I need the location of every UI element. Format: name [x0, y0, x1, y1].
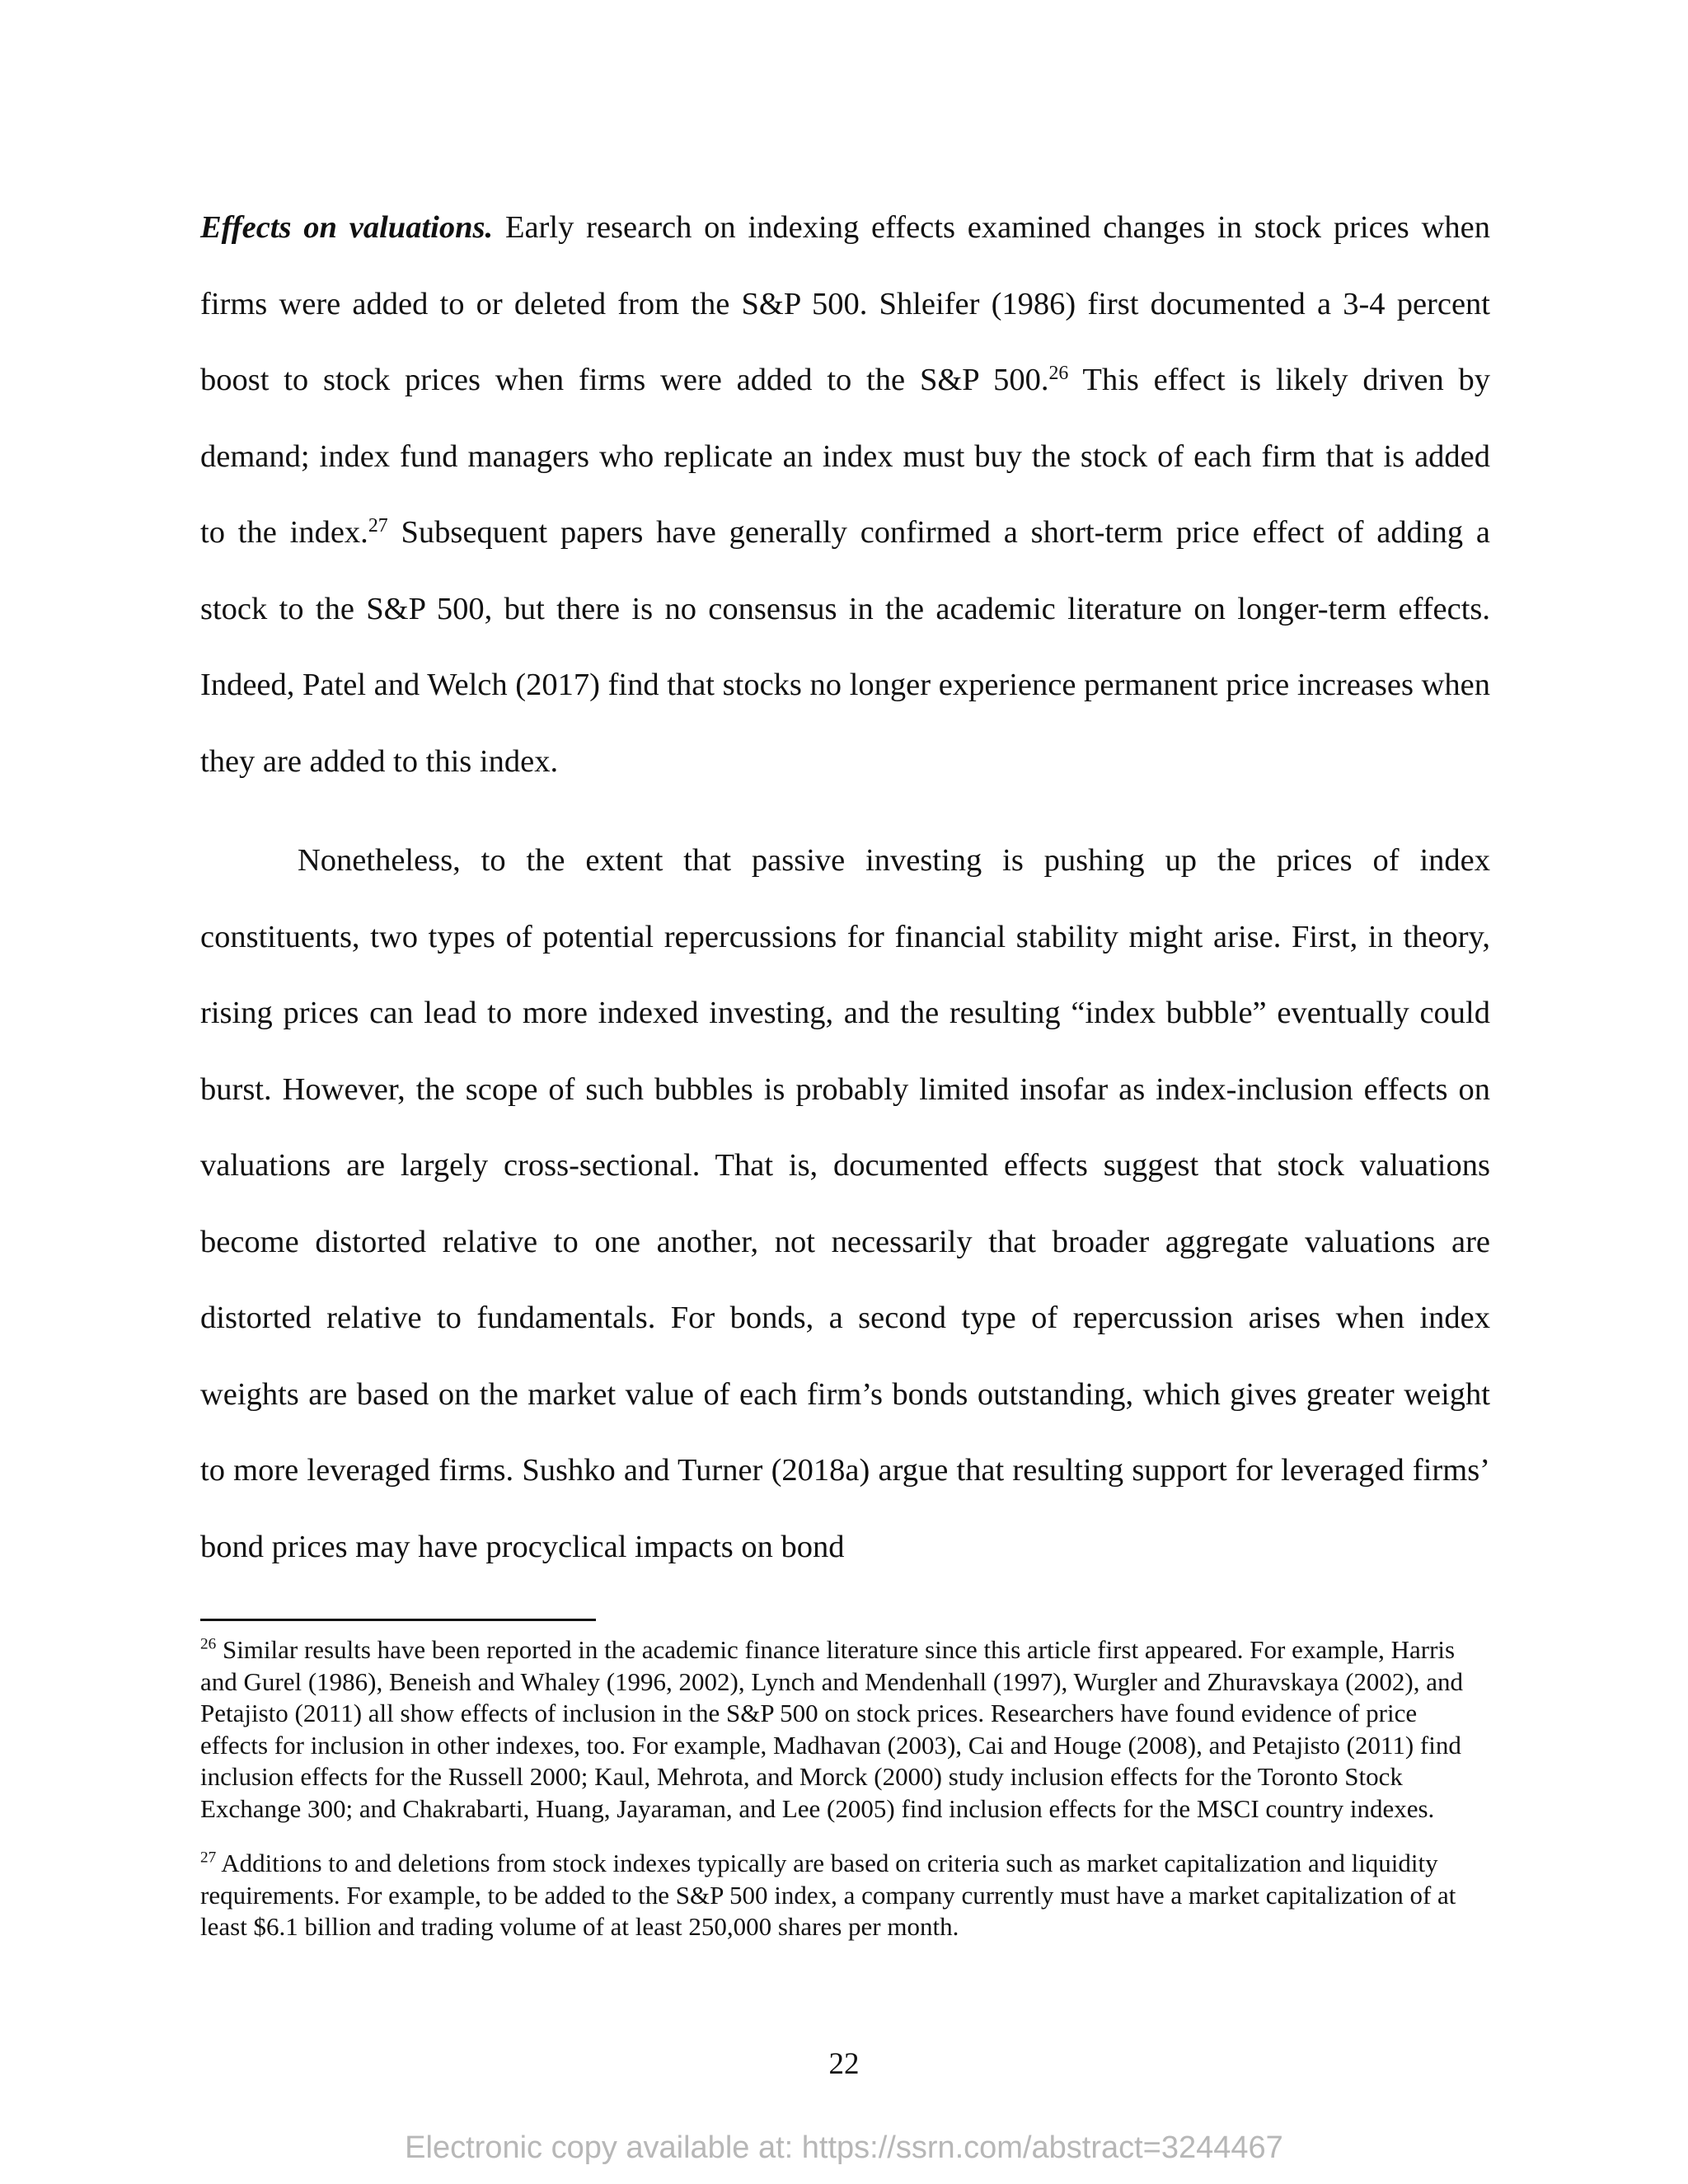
- paragraph-text: Early research on indexing effects examined changes in stock prices when firms were added to or deleted from the S&P 500. Shleifer (1986) first documented a 3-4 percent boost to stock prices when firms were added to the S&P 500.: [200, 210, 1490, 397]
- footnote-26: [200, 1634, 1490, 1825]
- footnote-number: 27: [200, 1849, 217, 1867]
- footnote-separator: [200, 1619, 596, 1621]
- page-number: 22: [828, 2047, 860, 2081]
- paragraph-nonetheless: [200, 823, 1490, 1585]
- footnote-text: Additions to and deletions from stock indexes typically are based on criteria such as market capitalization and liquidity requirements. For example, to be added to the S&P 500 index, a company currently must have a market capitalization of at least $6.1 billion and trading volume of at least 250,000 shares per month.: [200, 1849, 1456, 1941]
- paragraph-text: This effect is likely driven by demand; index fund managers who replicate an index must buy the stock of each firm that is added to the index.: [200, 363, 1491, 550]
- section-run-in-heading: Effects on valuations.: [200, 210, 494, 245]
- footnote-number: 26: [200, 1635, 217, 1653]
- footnote-text: Similar results have been reported in the academic finance literature since this article first appeared. For example, Harris and Gurel (1986), Beneish and Whaley (1996, 2002), Lynch and Mendenhall (1997), Wurgler and Zhuravskaya (2002), and Petajisto (2011) all show effects of inclusion in the S&P 500 on stock prices. Researchers have found evidence of price effects for inclusion in other indexes, too. For example, Madhavan (2003), Cai and Houge (2008), and Petajisto (2011) find inclusion effects for the Russell 2000; Kaul, Mehrota, and Morck (2000) study inclusion effects for the Toronto Stock Exchange 300; and Chakrabarti, Huang, Jayaraman, and Lee (2005) find inclusion effects for the MSCI country indexes.: [200, 1635, 1463, 1823]
- ssrn-electronic-copy-footer[interactable]: Electronic copy available at: https://ssrn.com/abstract=3244467: [405, 2130, 1283, 2165]
- paragraph-text: Subsequent papers have generally confirmed a short-term price effect of adding a stock to the S&P 500, but there is no consensus in the academic literature on longer-term effects. Indeed, Patel and Welch (2017) find that stocks no longer experience permanent price increases when they are added to this index.: [200, 515, 1490, 779]
- paragraph-text: Nonetheless, to the extent that passive investing is pushing up the prices of index constituents, two types of potential repercussions for financial stability might arise. First, in theory, rising prices can lead to more indexed investing, and the resulting “index bubble” eventually could burst. However, the scope of such bubbles is probably limited insofar as index-inclusion effects on valuations are largely cross-sectional. That is, documented effects suggest that stock valuations become distorted relative to one another, not necessarily that broader aggregate valuations are distorted relative to fundamentals. For bonds, a second type of repercussion arises when index weights are based on the market value of each firm’s bonds outstanding, which gives greater weight to more leveraged firms. Sushko and Turner (2018a) argue that resulting support for leveraged firms’ bond prices may have procyclical impacts on bond: [200, 843, 1490, 1564]
- body-text: [200, 190, 1490, 1585]
- paragraph-effects-on-valuations: [200, 190, 1490, 799]
- footnote-ref-27[interactable]: 27: [368, 514, 388, 537]
- footnotes: [200, 1634, 1490, 1943]
- footnote-ref-26[interactable]: 26: [1048, 362, 1069, 384]
- footnote-27: [200, 1848, 1490, 1943]
